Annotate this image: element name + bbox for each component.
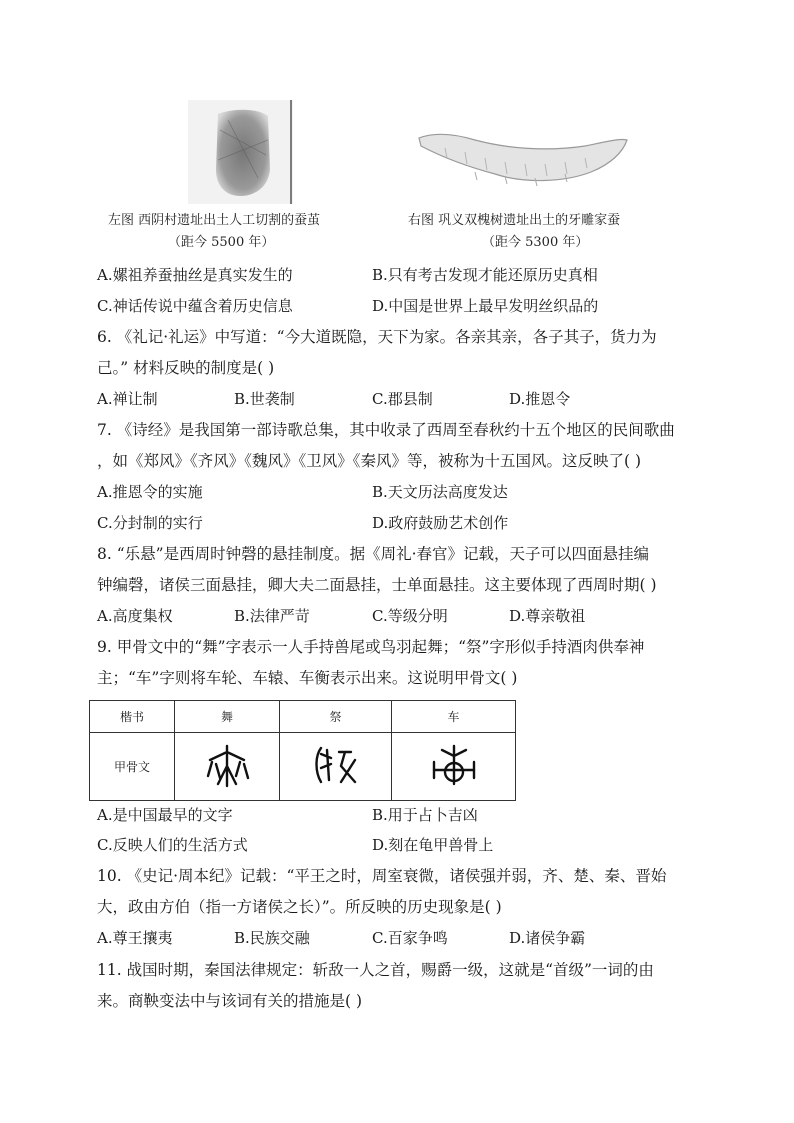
q6-stem-line1: 6. 《礼记·礼运》中写道：“今大道既隐，天下为家。各亲其亲，各子其子，货力为: [97, 328, 657, 346]
q8-option-b[interactable]: B.法律严苛: [234, 607, 310, 625]
left-figure-caption: 左图 西阴村遗址出土人工切割的蚕茧: [108, 213, 321, 228]
q6-option-b[interactable]: B.世袭制: [234, 390, 295, 408]
q6-option-c[interactable]: C.郡县制: [372, 390, 433, 408]
q8-stem-line1: 8. “乐悬”是西周时钟磬的悬挂制度。据《周礼·春官》记载，天子可以四面悬挂编: [97, 545, 649, 563]
q9-option-d[interactable]: D.刻在龟甲兽骨上: [372, 836, 494, 854]
oracle-glyph-ji: [280, 733, 392, 801]
q7-option-a[interactable]: A.推恩令的实施: [97, 483, 203, 501]
q10-stem-line2: 大，政由方伯（指一方诸侯之长）”。所反映的历史现象是( ): [97, 898, 502, 916]
q8-option-c[interactable]: C.等级分明: [372, 607, 448, 625]
right-figure-date: （距今 5300 年）: [482, 235, 589, 250]
q5-option-c[interactable]: C.神话传说中蕴含着历史信息: [97, 297, 293, 315]
q10-option-c[interactable]: C.百家争鸣: [372, 929, 448, 947]
q7-stem-line1: 7. 《诗经》是我国第一部诗歌总集，其中收录了西周至春秋约十五个地区的民间歌曲: [97, 421, 675, 439]
q9-stem-line2: 主；“车”字则将车轮、车辕、车衡表示出来。这说明甲骨文( ): [97, 669, 518, 687]
q8-option-a[interactable]: A.高度集权: [97, 607, 173, 625]
q9-option-b[interactable]: B.用于占卜吉凶: [372, 806, 478, 824]
q5-option-b[interactable]: B.只有考古发现才能还原历史真相: [372, 266, 598, 284]
q7-option-d[interactable]: D.政府鼓励艺术创作: [372, 514, 509, 532]
q7-option-b[interactable]: B.天文历法高度发达: [372, 483, 508, 501]
silk-cocoon-photo: [188, 100, 293, 204]
table-header-kaishu: 楷书: [90, 701, 175, 733]
q5-option-d[interactable]: D.中国是世界上最早发明丝织品的: [372, 297, 599, 315]
q11-stem-line2: 来。商鞅变法中与该词有关的措施是( ): [97, 992, 363, 1010]
q10-option-d[interactable]: D.诸侯争霸: [509, 929, 586, 947]
oracle-glyph-che: [392, 733, 516, 801]
q8-option-d[interactable]: D.尊亲敬祖: [509, 607, 586, 625]
q6-option-a[interactable]: A.禅让制: [97, 390, 158, 408]
ivory-silkworm-photo: [415, 128, 630, 190]
right-figure-caption: 右图 巩义双槐树遗址出土的牙雕家蚕: [408, 213, 621, 228]
q6-stem-line2: 己。” 材料反映的制度是( ): [97, 359, 275, 377]
q9-option-c[interactable]: C.反映人们的生活方式: [97, 836, 248, 854]
q11-stem-line1: 11. 战国时期，秦国法律规定：斩敌一人之首，赐爵一级，这就是“首级”一词的由: [97, 961, 654, 979]
oracle-ji-glyph-icon: [311, 742, 361, 788]
table-row-label-oracle: 甲骨文: [90, 733, 175, 801]
oracle-che-glyph-icon: [426, 742, 482, 788]
q7-option-c[interactable]: C.分封制的实行: [97, 514, 203, 532]
q5-option-a[interactable]: A.嫘祖养蚕抽丝是真实发生的: [97, 266, 293, 284]
oracle-glyph-wu: [175, 733, 280, 801]
table-header-ji: 祭: [280, 701, 392, 733]
q10-option-a[interactable]: A.尊王攘夷: [97, 929, 173, 947]
oracle-wu-glyph-icon: [202, 742, 252, 788]
oracle-bone-table: [89, 700, 516, 801]
q6-option-d[interactable]: D.推恩令: [509, 390, 571, 408]
table-header-wu: 舞: [175, 701, 280, 733]
table-header-che: 车: [392, 701, 516, 733]
q9-option-a[interactable]: A.是中国最早的文字: [97, 806, 233, 824]
q8-stem-line2: 钟编磬，诸侯三面悬挂，卿大夫二面悬挂，士单面悬挂。这主要体现了西周时期( ): [97, 576, 657, 594]
q7-stem-line2: ，如《郑风》《齐风》《魏风》《卫风》《秦风》等，被称为十五国风。这反映了( ): [97, 452, 642, 470]
q10-stem-line1: 10. 《史记·周本纪》记载：“平王之时，周室衰微，诸侯强并弱，齐、楚、秦、晋始: [97, 867, 667, 885]
q10-option-b[interactable]: B.民族交融: [234, 929, 310, 947]
q9-stem-line1: 9. 甲骨文中的“舞”字表示一人手持兽尾或鸟羽起舞；“祭”字形似手持酒肉供奉神: [97, 638, 645, 656]
left-figure-date: （距今 5500 年）: [168, 235, 275, 250]
